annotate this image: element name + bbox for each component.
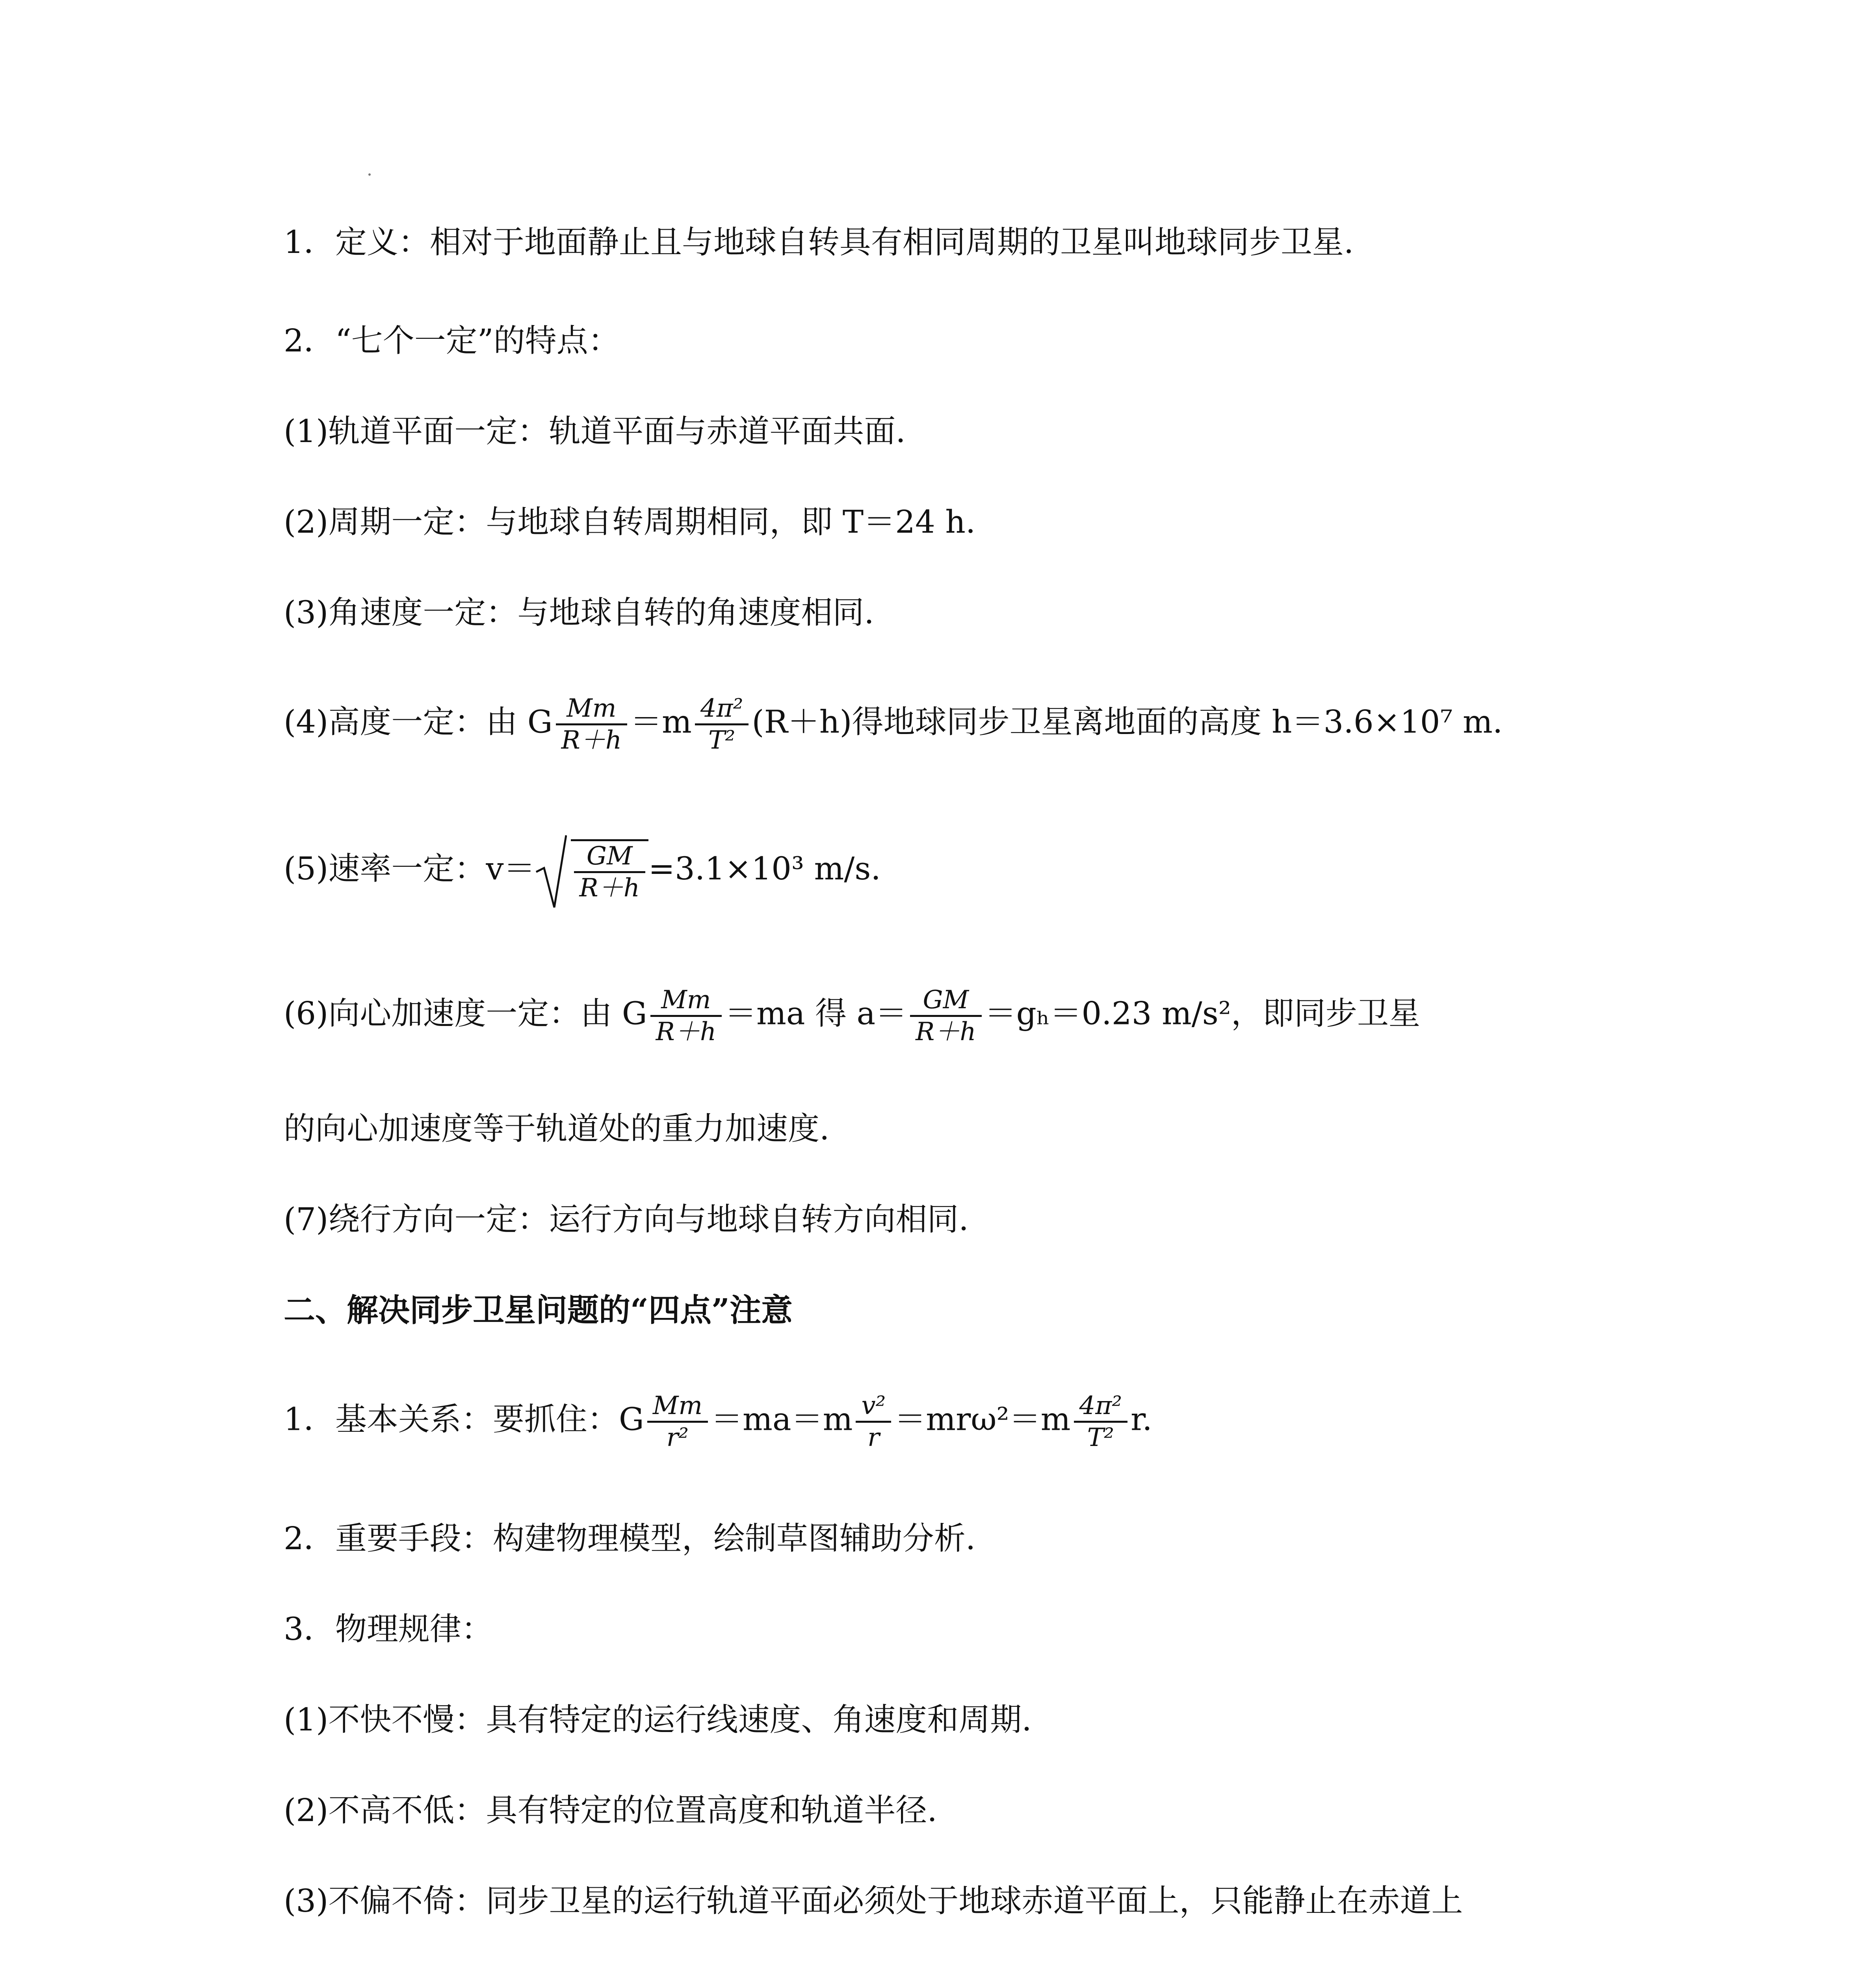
text-line: 2．“七个一定”的特点： xyxy=(284,322,620,359)
formula-text: (5)速率一定：v＝ xyxy=(284,850,535,887)
denominator: r xyxy=(856,1421,891,1453)
denominator: T² xyxy=(695,723,749,755)
text-line: (3)不偏不倚：同步卫星的运行轨道平面必须处于地球赤道平面上，只能静止在赤道上 xyxy=(284,1883,1463,1919)
text-line: 2．重要手段：构建物理模型，绘制草图辅助分析. xyxy=(284,1520,976,1557)
denominator: r² xyxy=(647,1421,708,1453)
formula-text: (R＋h)得地球同步卫星离地面的高度 h＝3.6×10⁷ m. xyxy=(752,703,1503,740)
text-line: 3．物理规律： xyxy=(284,1611,493,1647)
denominator: R＋h xyxy=(910,1015,981,1047)
text-line: 的向心加速度等于轨道处的重力加速度. xyxy=(284,1110,830,1147)
square-root xyxy=(535,839,648,903)
formula-text: r. xyxy=(1130,1401,1152,1438)
fraction xyxy=(910,985,981,1047)
numerator: Mm xyxy=(661,985,711,1015)
text-line: (2)周期一定：与地球自转周期相同，即 T＝24 h. xyxy=(284,504,976,540)
formula-text: ＝ma 得 a＝ xyxy=(725,995,907,1032)
page-dot xyxy=(368,173,371,176)
numerator: 4π² xyxy=(700,694,743,723)
numerator: GM xyxy=(923,985,969,1015)
fraction xyxy=(695,693,749,755)
denominator: R＋h xyxy=(556,723,627,755)
fraction xyxy=(650,985,722,1047)
numerator: Mm xyxy=(652,1391,703,1420)
text-line: (1)轨道平面一定：轨道平面与赤道平面共面. xyxy=(284,413,906,450)
numerator: Mm xyxy=(567,694,617,723)
formula-text: ＝mrω²＝m xyxy=(894,1401,1071,1438)
formula-text: ＝m xyxy=(630,703,692,740)
text-line: 1．定义：相对于地面静止且与地球自转具有相同周期的卫星叫地球同步卫星. xyxy=(284,224,1354,260)
fraction xyxy=(647,1391,708,1453)
formula-text: ＝ma＝m xyxy=(711,1401,853,1438)
formula-text: (6)向心加速度一定：由 G xyxy=(284,995,647,1032)
fraction xyxy=(856,1391,891,1453)
formula-line-basic xyxy=(284,1391,1152,1453)
formula-text: =3.1×10³ m/s. xyxy=(648,850,881,887)
fraction xyxy=(574,841,645,903)
section-heading: 二、解决同步卫星问题的“四点”注意 xyxy=(284,1292,793,1329)
sqrt-sign-icon xyxy=(535,834,567,909)
formula-line-6 xyxy=(284,985,1420,1047)
denominator: R＋h xyxy=(650,1015,722,1047)
text-line: (7)绕行方向一定：运行方向与地球自转方向相同. xyxy=(284,1201,969,1238)
fraction xyxy=(1074,1391,1127,1453)
text-line: (1)不快不慢：具有特定的运行线速度、角速度和周期. xyxy=(284,1701,1032,1738)
sqrt-body xyxy=(571,839,648,903)
denominator: R＋h xyxy=(574,871,645,903)
formula-text: ＝gₕ＝0.23 m/s²，即同步卫星 xyxy=(984,995,1420,1032)
text-line: (3)角速度一定：与地球自转的角速度相同. xyxy=(284,594,874,631)
denominator: T² xyxy=(1074,1421,1127,1453)
formula-text: (4)高度一定：由 G xyxy=(284,703,553,740)
formula-text: 1．基本关系：要抓住：G xyxy=(284,1401,644,1438)
numerator: v² xyxy=(861,1391,886,1420)
numerator: GM xyxy=(586,842,633,871)
text-line: (2)不高不低：具有特定的位置高度和轨道半径. xyxy=(284,1792,937,1829)
numerator: 4π² xyxy=(1079,1391,1122,1420)
fraction xyxy=(556,693,627,755)
formula-line-4 xyxy=(284,693,1503,755)
formula-line-5 xyxy=(284,839,881,903)
